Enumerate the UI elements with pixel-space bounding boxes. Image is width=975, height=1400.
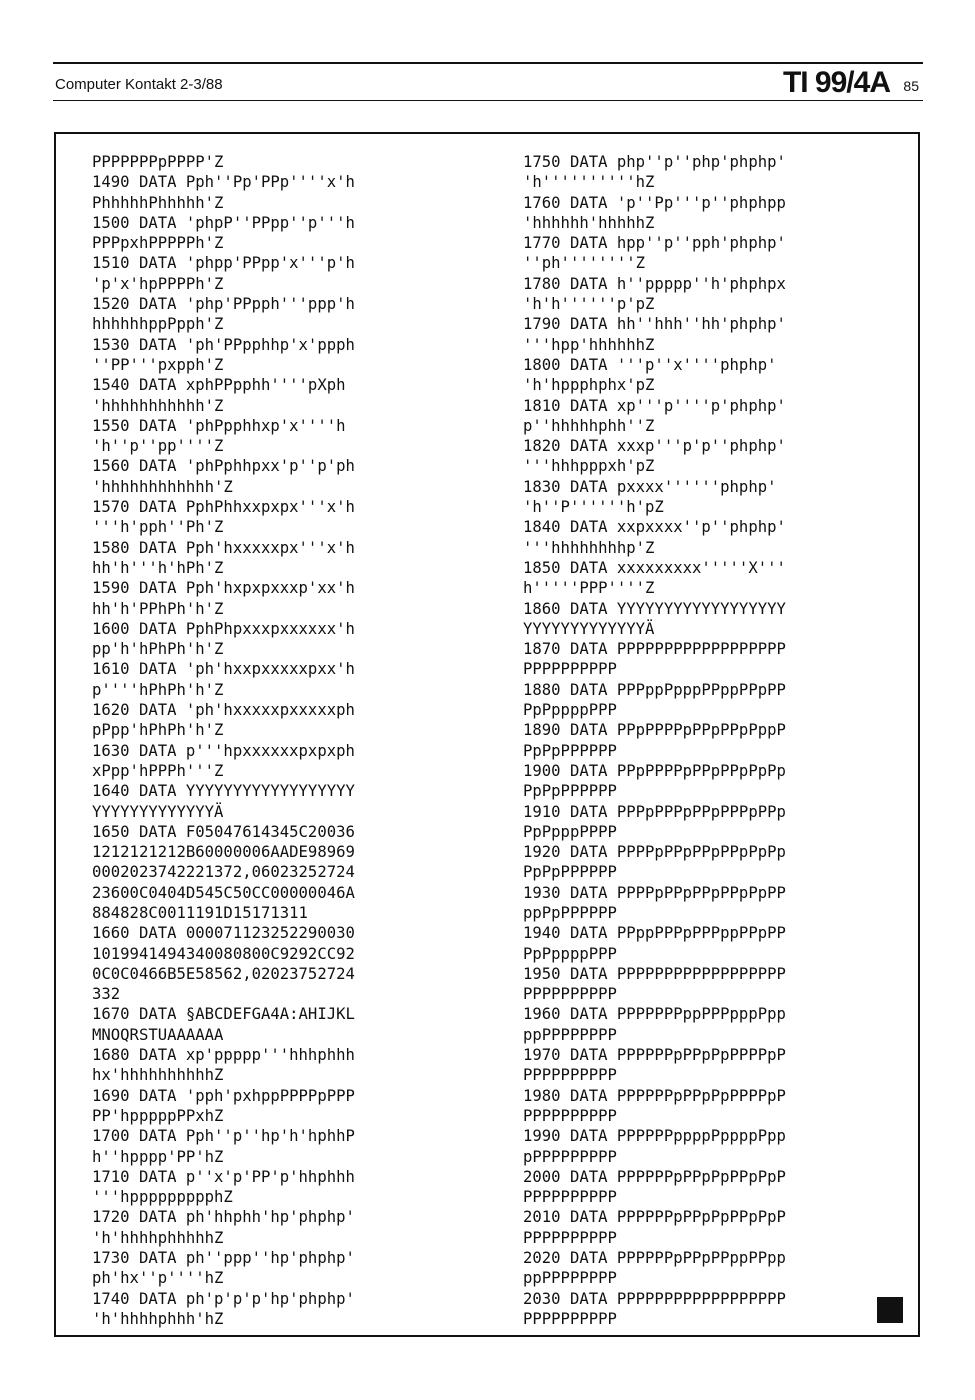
listing-line: 0C0C0466B5E58562,02023752724 xyxy=(92,964,355,983)
listing-line: ppPPPPPPPP xyxy=(523,1025,617,1044)
listing-line: 1950 DATA PPPPPPPPPPPPPPPPPP xyxy=(523,964,786,983)
listing-line: PPPPPPPPPP xyxy=(523,1309,617,1328)
listing-line: 1810 DATA xp'''p''''p'phphp' xyxy=(523,396,786,415)
listing-line: 1890 DATA PPpPPPPpPPpPPpPppP xyxy=(523,721,786,740)
listing-line: 2010 DATA PPPPPPpPPpPpPPpPpP xyxy=(523,1208,786,1227)
listing-line: PPPPPPPPPP xyxy=(523,1066,617,1085)
listing-line: 1750 DATA php''p''php'phphp' xyxy=(523,153,786,171)
end-square-icon xyxy=(877,1297,903,1323)
listing-line: 'hhhhhhhhhhhh'Z xyxy=(92,477,233,496)
listing-line: '''hppppppppphZ xyxy=(92,1188,233,1207)
listing-line: 1880 DATA PPPppPpppPPppPPpPP xyxy=(523,680,786,699)
listing-line: PhhhhhPhhhhh'Z xyxy=(92,193,224,212)
listing-line: '''hhhhhhhhp'Z xyxy=(523,538,655,557)
listing-line: YYYYYYYYYYYYYÄ xyxy=(92,802,224,821)
listing-line: 1520 DATA 'php'PPpph'''ppp'h xyxy=(92,295,355,314)
listing-line: h''hpppp'PP'hZ xyxy=(92,1147,224,1166)
header-rule-bottom xyxy=(53,100,923,101)
listing-line: 1600 DATA PphPhpxxxpxxxxxx'h xyxy=(92,619,355,638)
listing-line: p''''hPhPh'h'Z xyxy=(92,680,224,699)
listing-line: '''hhhpppxh'pZ xyxy=(523,457,655,476)
listing-line: 1820 DATA xxxp'''p'p''phphp' xyxy=(523,437,786,456)
listing-line: 'h'hppphphx'pZ xyxy=(523,376,655,395)
listing-line: 332 xyxy=(92,985,121,1004)
listing-line: 1660 DATA 000071123252290030 xyxy=(92,924,355,943)
listing-line: 1960 DATA PPPPPPPppPPPpppPpp xyxy=(523,1005,786,1024)
listing-line: 1620 DATA 'ph'hxxxxxpxxxxxph xyxy=(92,701,355,720)
magazine-title: Computer Kontakt 2-3/88 xyxy=(55,76,223,93)
listing-line: 1740 DATA ph'p'p'p'hp'phphp' xyxy=(92,1289,355,1308)
listing-line: hh'h'PPhPh'h'Z xyxy=(92,599,224,618)
listing-line: 1490 DATA Pph''Pp'PPp''''x'h xyxy=(92,173,355,192)
listing-line: PpPpppPPPP xyxy=(523,822,617,841)
listing-line: 23600C0404D545C50CC00000046A xyxy=(92,883,355,902)
listing-line: hh'h'''h'hPh'Z xyxy=(92,558,224,577)
listing-line: 1530 DATA 'ph'PPpphhp'x'ppph xyxy=(92,335,355,354)
listing-line: ''ph''''''''Z xyxy=(523,254,646,273)
listing-line: PPPPPPPPPP xyxy=(523,660,617,679)
listing-line: xPpp'hPPPh'''Z xyxy=(92,761,224,780)
listing-line: 'h'hhhhphhhhhZ xyxy=(92,1228,224,1247)
listing-line: 2020 DATA PPPPPPpPPpPPppPPpp xyxy=(523,1249,786,1268)
listing-line: PPPPPPPPPP xyxy=(523,1228,617,1247)
listing-line: ppPPPPPPPP xyxy=(523,1269,617,1288)
listing-line: '''hpp'hhhhhhZ xyxy=(523,335,655,354)
listing-line: 2000 DATA PPPPPPpPPpPpPPpPpP xyxy=(523,1167,786,1186)
listing-line: '''h'pph''Ph'Z xyxy=(92,518,224,537)
listing-line: 884828C0011191D15171311 xyxy=(92,903,308,922)
listing-line: 1630 DATA p'''hpxxxxxxpxpxph xyxy=(92,741,355,760)
listing-line: 1550 DATA 'phPpphhxp'x''''h xyxy=(92,416,346,435)
listing-line: 'h''P''''''h'pZ xyxy=(523,498,664,517)
listing-line: PP'hpppppPPxhZ xyxy=(92,1106,224,1125)
listing-line: PPPPPPPPPP xyxy=(523,1106,617,1125)
listing-line: 1900 DATA PPpPPPPpPPpPPpPpPp xyxy=(523,761,786,780)
listing-line: 1650 DATA F05047614345C20036 xyxy=(92,822,355,841)
listing-line: 1840 DATA xxpxxxx''p''phphp' xyxy=(523,518,786,537)
listing-line: p''hhhhhphh''Z xyxy=(523,416,655,435)
listing-line: PpPpPPPPPP xyxy=(523,863,617,882)
listing-line: 1790 DATA hh''hhh''hh'phphp' xyxy=(523,315,786,334)
listing-line: 1860 DATA YYYYYYYYYYYYYYYYYY xyxy=(523,599,786,618)
listing-line: 1910 DATA PPPpPPPpPPpPPPpPPp xyxy=(523,802,786,821)
listing-line: 0002023742221372,06023252724 xyxy=(92,863,355,882)
listing-line: 1980 DATA PPPPPPpPPpPpPPPPpP xyxy=(523,1086,786,1105)
listing-line: pp'h'hPhPh'h'Z xyxy=(92,640,224,659)
listing-line: YYYYYYYYYYYYYÄ xyxy=(523,619,655,638)
listing-line: 1590 DATA Pph'hxpxpxxxp'xx'h xyxy=(92,579,355,598)
listing-line: 1019941494340080800C9292CC92 xyxy=(92,944,355,963)
listing-line: 'h'h''''''p'pZ xyxy=(523,295,655,314)
listing-line: 1690 DATA 'pph'pxhppPPPPpPPP xyxy=(92,1086,355,1105)
listing-line: 1930 DATA PPPPpPPpPPpPPpPpPP xyxy=(523,883,786,902)
listing-column-right xyxy=(523,152,786,1329)
listing-line: 1920 DATA PPPPpPPpPPpPPpPpPp xyxy=(523,843,786,862)
listing-line: PpPpPPPPPP xyxy=(523,741,617,760)
listing-line: 'hhhhhh'hhhhhZ xyxy=(523,213,655,232)
listing-line: 'h''''''''''hZ xyxy=(523,173,655,192)
listing-line: 1680 DATA xp'ppppp'''hhhphhh xyxy=(92,1046,355,1065)
listing-line: PpPpPPPPPP xyxy=(523,782,617,801)
listing-line: 1830 DATA pxxxx''''''phphp' xyxy=(523,477,777,496)
listing-line: hx'hhhhhhhhhhZ xyxy=(92,1066,224,1085)
listing-line: PpPppppPPP xyxy=(523,944,617,963)
listing-line: hhhhhhppPpph'Z xyxy=(92,315,224,334)
listing-line: PPPpxhPPPPPh'Z xyxy=(92,234,224,253)
listing-line: h'''''PPP''''Z xyxy=(523,579,655,598)
listing-line: PPPPPPPPPP xyxy=(523,1188,617,1207)
listing-line: 'p'x'hpPPPPh'Z xyxy=(92,274,224,293)
listing-line: 2030 DATA PPPPPPPPPPPPPPPPPP xyxy=(523,1289,786,1308)
listing-line: 1670 DATA §ABCDEFGA4A:AHIJKL xyxy=(92,1005,355,1024)
listing-line: 'h''p''pp''''Z xyxy=(92,437,224,456)
listing-line: ppPpPPPPPP xyxy=(523,903,617,922)
listing-line: 1640 DATA YYYYYYYYYYYYYYYYYY xyxy=(92,782,355,801)
listing-line: PPPPPPPPPP xyxy=(523,985,617,1004)
listing-column-left xyxy=(92,152,355,1329)
listing-line: 1570 DATA PphPhhxxpxpx'''x'h xyxy=(92,498,355,517)
listing-line: pPPPPPPPPP xyxy=(523,1147,617,1166)
listing-line: 1940 DATA PPppPPPpPPPppPPpPP xyxy=(523,924,786,943)
listing-line: 1990 DATA PPPPPPppppPppppPpp xyxy=(523,1127,786,1146)
listing-line: 1510 DATA 'phpp'PPpp'x'''p'h xyxy=(92,254,355,273)
listing-line: MNOQRSTUAAAAAA xyxy=(92,1025,224,1044)
listing-line: 1710 DATA p''x'p'PP'p'hhphhh xyxy=(92,1167,355,1186)
listing-line: 1560 DATA 'phPphhpxx'p''p'ph xyxy=(92,457,355,476)
listing-line: 1720 DATA ph'hhphh'hp'phphp' xyxy=(92,1208,355,1227)
listing-line: 1500 DATA 'phpP''PPpp''p'''h xyxy=(92,213,355,232)
listing-line: 1760 DATA 'p''Pp'''p''phphpp xyxy=(523,193,786,212)
listing-line: PPPPPPPpPPPP'Z xyxy=(92,153,224,171)
listing-line: 1970 DATA PPPPPPpPPpPpPPPPpP xyxy=(523,1046,786,1065)
header-rule-top xyxy=(53,62,923,64)
listing-line: ''PP'''pxpph'Z xyxy=(92,355,224,374)
page-number: 85 xyxy=(903,78,919,94)
listing-line: 1780 DATA h''ppppp''h'phphpx xyxy=(523,274,786,293)
listing-line: 1212121212B60000006AADE98969 xyxy=(92,843,355,862)
listing-line: 1770 DATA hpp''p''pph'phphp' xyxy=(523,234,786,253)
listing-line: 'hhhhhhhhhhh'Z xyxy=(92,396,224,415)
listing-line: 1850 DATA xxxxxxxxx'''''X''' xyxy=(523,558,786,577)
listing-line: PpPppppPPP xyxy=(523,701,617,720)
listing-line: 1610 DATA 'ph'hxxpxxxxxpxx'h xyxy=(92,660,355,679)
listing-line: 1700 DATA Pph''p''hp'h'hphhP xyxy=(92,1127,355,1146)
listing-line: 1870 DATA PPPPPPPPPPPPPPPPPP xyxy=(523,640,786,659)
listing-line: ph'hx''p''''hZ xyxy=(92,1269,224,1288)
listing-line: pPpp'hPhPh'h'Z xyxy=(92,721,224,740)
listing-line: 1800 DATA '''p''x''''phphp' xyxy=(523,355,777,374)
listing-line: 1540 DATA xphPPpphh''''pXph xyxy=(92,376,346,395)
listing-line: 1730 DATA ph''ppp''hp'phphp' xyxy=(92,1249,355,1268)
listing-line: 'h'hhhhphhh'hZ xyxy=(92,1309,224,1328)
system-title: TI 99/4A xyxy=(782,66,890,99)
listing-line: 1580 DATA Pph'hxxxxxpx'''x'h xyxy=(92,538,355,557)
